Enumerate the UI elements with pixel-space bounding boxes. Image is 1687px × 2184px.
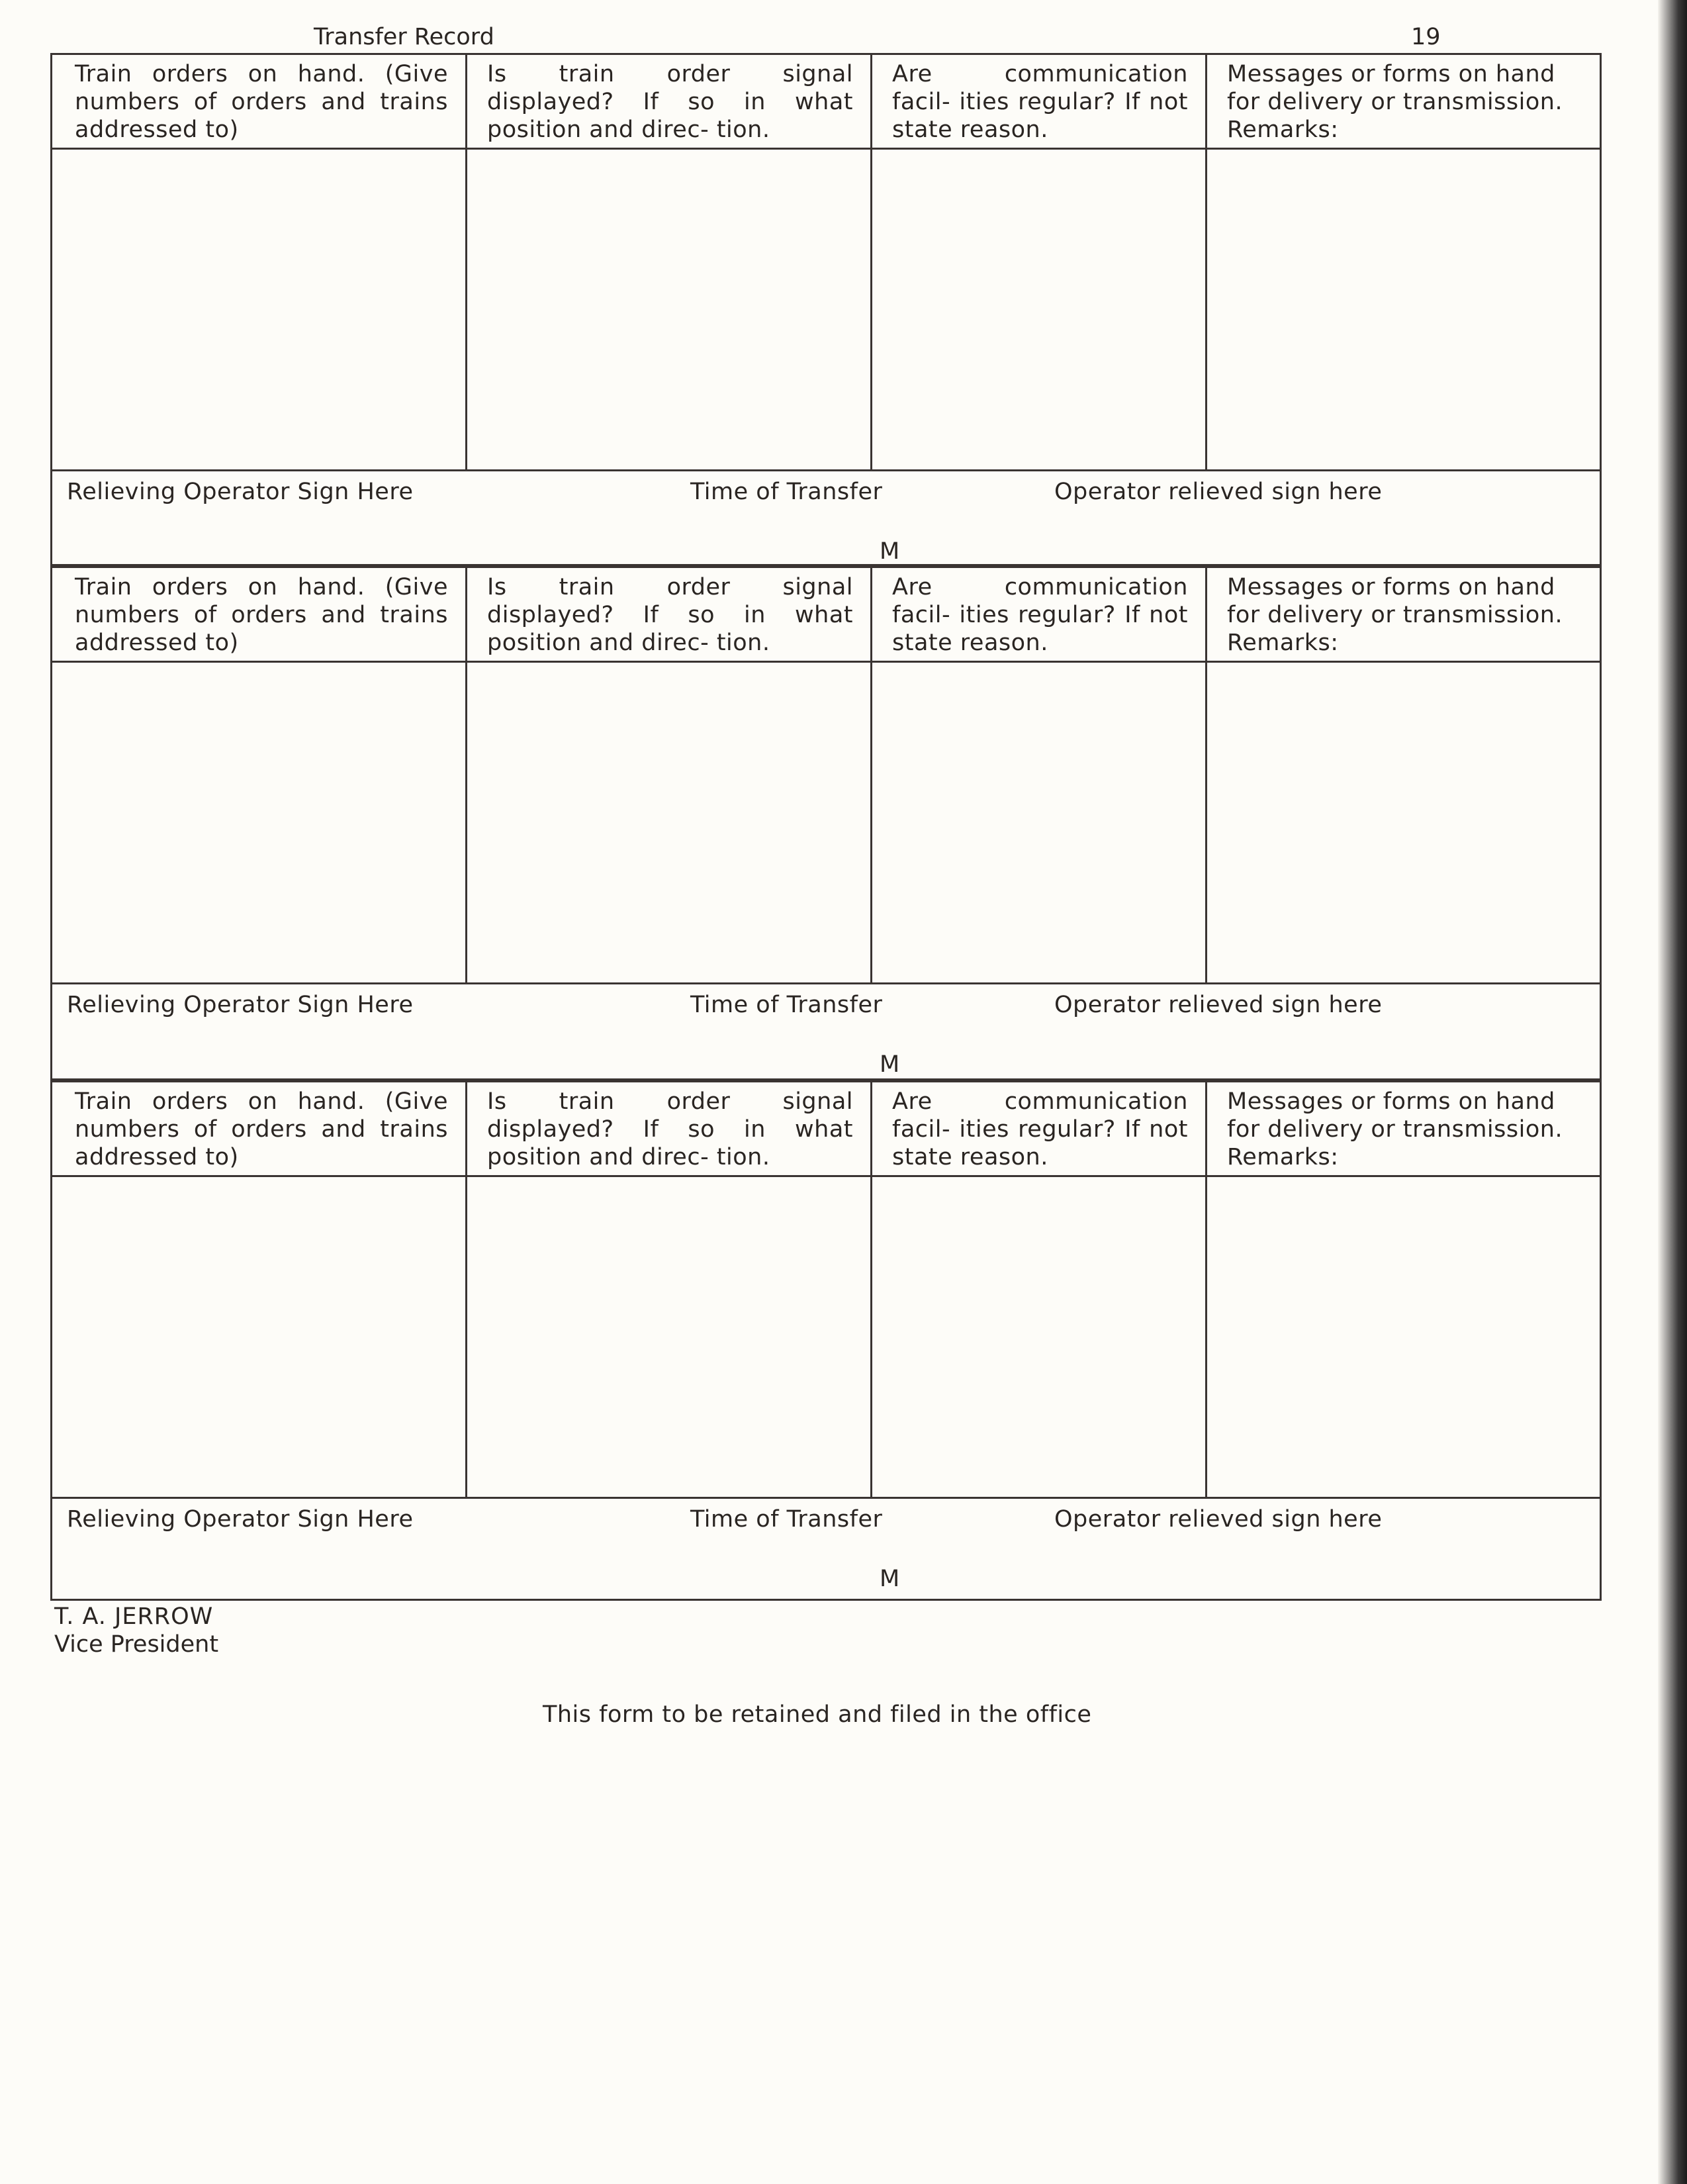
entry-cell-communication[interactable] — [870, 661, 1205, 982]
entry-cell-train-orders[interactable] — [52, 148, 465, 469]
entry-cell-messages[interactable] — [1205, 148, 1600, 469]
header-text: Train orders on hand. (Give numbers of orders and trains addressed to) — [75, 574, 448, 656]
operator-relieved-label: Operator relieved sign here — [1054, 992, 1383, 1018]
relieving-operator-label: Relieving Operator Sign Here — [67, 479, 414, 505]
entry-cell-messages[interactable] — [1205, 1175, 1600, 1497]
entry-cell-signal[interactable] — [465, 661, 870, 982]
signature-row[interactable] — [52, 1497, 1600, 1593]
transfer-block — [50, 566, 1602, 1080]
footer-note: This form to be retained and filed in the office — [543, 1701, 1092, 1728]
entry-row — [52, 148, 1600, 471]
operator-relieved-label: Operator relieved sign here — [1054, 479, 1383, 505]
time-of-transfer-label: Time of Transfer — [690, 992, 883, 1018]
entry-cell-communication[interactable] — [870, 1175, 1205, 1497]
header-cell-signal — [465, 568, 870, 661]
entry-cell-train-orders[interactable] — [52, 661, 465, 982]
transfer-block — [50, 1080, 1602, 1601]
header-cell-train-orders — [52, 568, 465, 661]
entry-row — [52, 661, 1600, 984]
relieving-operator-label: Relieving Operator Sign Here — [67, 992, 414, 1018]
header-cell-signal — [465, 1082, 870, 1175]
header-text: Are communication facil- ities regular? If not state reason. — [892, 1088, 1188, 1170]
header-cell-messages — [1205, 568, 1600, 661]
header-cell-communication — [870, 1082, 1205, 1175]
entry-cell-train-orders[interactable] — [52, 1175, 465, 1497]
header-cell-messages — [1205, 55, 1600, 148]
header-cell-signal — [465, 55, 870, 148]
header-text: Is train order signal displayed? If so in what position and direc- tion. — [487, 1088, 853, 1170]
signer-name: T. A. JERROW — [54, 1603, 214, 1630]
year-field-prefix: 19 — [1411, 24, 1441, 50]
entry-cell-messages[interactable] — [1205, 661, 1600, 982]
header-cell-messages — [1205, 1082, 1600, 1175]
signature-row[interactable] — [52, 469, 1600, 566]
column-header-row — [52, 55, 1600, 150]
meridiem-mark: M — [880, 1051, 900, 1078]
entry-row — [52, 1175, 1600, 1499]
entry-cell-communication[interactable] — [870, 148, 1205, 469]
header-cell-train-orders — [52, 55, 465, 148]
header-text: Is train order signal displayed? If so in what position and direc- tion. — [487, 574, 853, 656]
meridiem-mark: M — [880, 1566, 900, 1592]
header-text: Are communication facil- ities regular? If not state reason. — [892, 574, 1188, 656]
form-title: Transfer Record — [314, 24, 494, 50]
header-text: Train orders on hand. (Give numbers of orders and trains addressed to) — [75, 1088, 448, 1170]
column-header-row — [52, 568, 1600, 663]
meridiem-mark: M — [880, 538, 900, 565]
header-cell-train-orders — [52, 1082, 465, 1175]
signer-title: Vice President — [54, 1631, 219, 1658]
header-cell-communication — [870, 55, 1205, 148]
header-text: Are communication facil- ities regular? If not state reason. — [892, 61, 1188, 143]
column-header-row — [52, 1082, 1600, 1177]
header-text: Is train order signal displayed? If so in what position and direc- tion. — [487, 61, 853, 143]
entry-cell-signal[interactable] — [465, 1175, 870, 1497]
header-text: Messages or forms on hand for delivery or transmission. Remarks: — [1227, 1088, 1563, 1170]
page-edge-shadow — [1658, 0, 1687, 2184]
header-cell-communication — [870, 568, 1205, 661]
time-of-transfer-label: Time of Transfer — [690, 479, 883, 505]
operator-relieved-label: Operator relieved sign here — [1054, 1506, 1383, 1533]
entry-cell-signal[interactable] — [465, 148, 870, 469]
header-text: Messages or forms on hand for delivery or transmission. Remarks: — [1227, 574, 1563, 656]
time-of-transfer-label: Time of Transfer — [690, 1506, 883, 1533]
header-text: Train orders on hand. (Give numbers of orders and trains addressed to) — [75, 61, 448, 143]
relieving-operator-label: Relieving Operator Sign Here — [67, 1506, 414, 1533]
signature-row[interactable] — [52, 982, 1600, 1079]
transfer-block — [50, 53, 1602, 566]
header-text: Messages or forms on hand for delivery or transmission. Remarks: — [1227, 61, 1563, 143]
